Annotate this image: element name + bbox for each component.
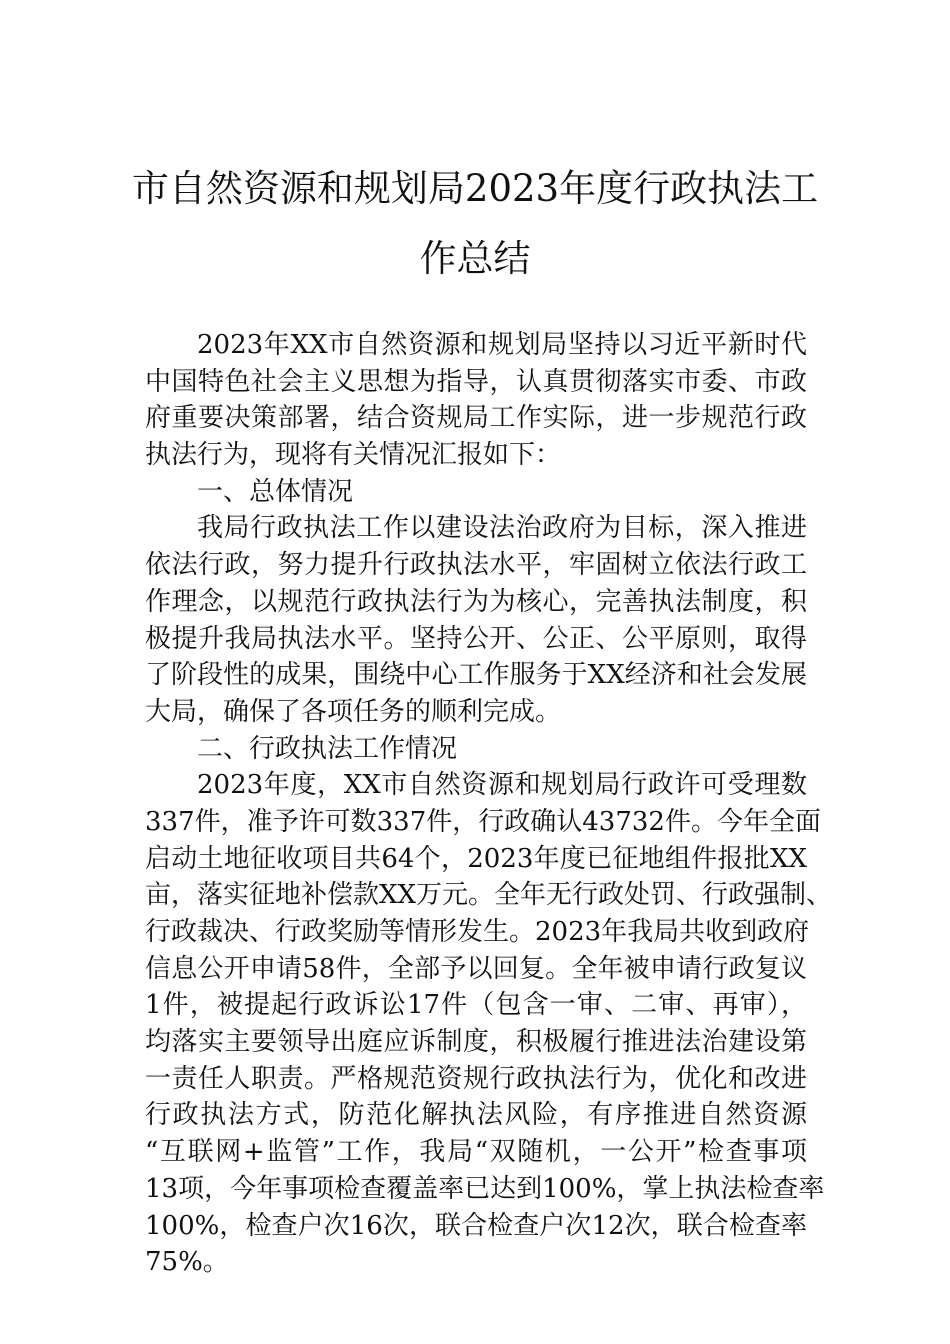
document-body — [145, 327, 833, 1281]
body-text-line: 75%。 — [145, 1247, 229, 1278]
body-text-line: 作理念，以规范行政执法行为为核心，完善执法制度，积 — [145, 586, 807, 617]
body-text-line: 100%，检查户次16次，联合检查户次12次，联合检查率 — [145, 1210, 807, 1241]
body-text-line: 二、行政执法工作情况 — [197, 733, 458, 764]
body-text-line: 一、总体情况 — [197, 476, 354, 507]
body-text-line: 我局行政执法工作以建设法治政府为目标，深入推进 — [197, 513, 807, 544]
document-title-line-2: 作总结 — [419, 237, 531, 280]
body-text-line: 337件，准予许可数337件，行政确认43732件。今年全面 — [145, 806, 821, 837]
body-text-line: 极提升我局执法水平。坚持公开、公正、公平原则，取得 — [145, 623, 807, 654]
body-text-line: 2023年度，XX市自然资源和规划局行政许可受理数 — [197, 770, 807, 801]
body-text-line: 行政执法方式，防范化解执法风险，有序推进自然资源 — [145, 1100, 807, 1131]
body-text-line: 大局，确保了各项任务的顺利完成。 — [145, 696, 562, 727]
body-text-line: 一责任人职责。严格规范资规行政执法行为，优化和改进 — [145, 1063, 807, 1094]
body-text-line: 2023年XX市自然资源和规划局坚持以习近平新时代 — [197, 330, 807, 360]
body-text-line: 中国特色社会主义思想为指导，认真贯彻落实市委、市政 — [145, 366, 807, 397]
document-title-line-1: 市自然资源和规划局2023年度行政执法工 — [131, 167, 819, 210]
body-text-line: 信息公开申请58件，全部予以回复。全年被申请行政复议 — [145, 953, 807, 984]
body-text-line: 1件，被提起行政诉讼17件（包含一审、二审、再审）， — [145, 990, 807, 1021]
body-text-line: “互联网+监管”工作，我局“双随机，一公开”检查事项 — [145, 1137, 807, 1168]
body-text-line: 府重要决策部署，结合资规局工作实际，进一步规范行政 — [145, 403, 807, 434]
body-text-line: 依法行政，努力提升行政执法水平，牢固树立依法行政工 — [145, 550, 807, 581]
body-text-line: 启动土地征收项目共64个，2023年度已征地组件报批XX — [145, 843, 807, 874]
body-text-line: 了阶段性的成果，围绕中心工作服务于XX经济和社会发展 — [145, 660, 807, 691]
body-text-line: 均落实主要领导出庭应诉制度，积极履行推进法治建设第 — [145, 1027, 807, 1058]
body-text-line: 亩，落实征地补偿款XX万元。全年无行政处罚、行政强制、 — [145, 880, 833, 911]
body-text-line: 行政裁决、行政奖励等情形发生。2023年我局共收到政府 — [145, 917, 810, 947]
body-text-line: 执法行为，现将有关情况汇报如下： — [145, 440, 562, 471]
body-text-line: 13项，今年事项检查覆盖率已达到100%，掌上执法检查率 — [145, 1173, 825, 1204]
